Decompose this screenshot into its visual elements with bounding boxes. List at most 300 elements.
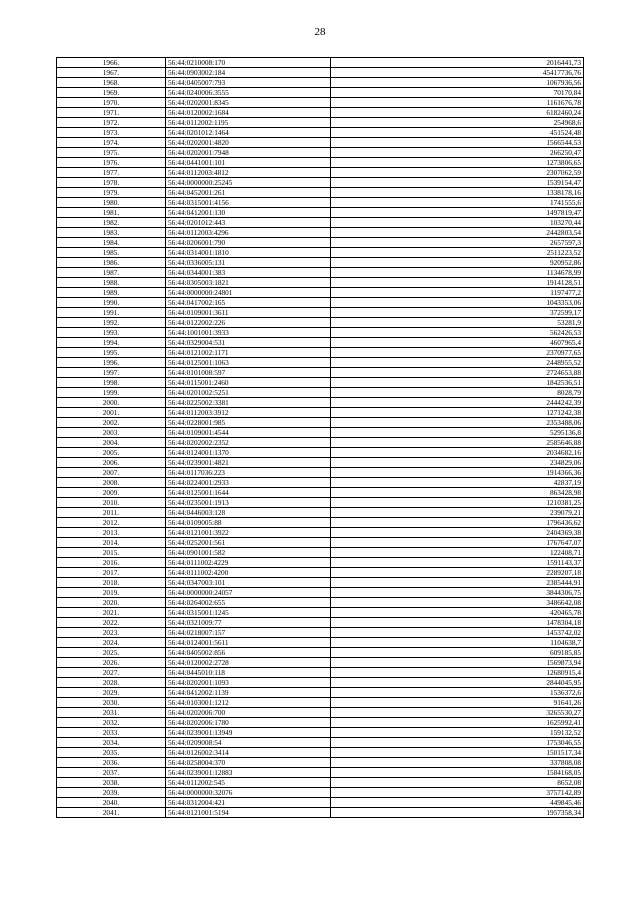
cadastral-number-cell: 56:44:0103001:1212 bbox=[166, 698, 331, 708]
value-cell: 2404369,38 bbox=[331, 528, 584, 538]
cadastral-number-cell: 56:44:0412001:130 bbox=[166, 208, 331, 218]
table-row bbox=[57, 548, 584, 558]
value-cell: 4607965,4 bbox=[331, 338, 584, 348]
cadastral-number-cell: 56:44:0126002:3414 bbox=[166, 748, 331, 758]
cadastral-number-cell: 56:44:0124001:5611 bbox=[166, 638, 331, 648]
table-row bbox=[57, 578, 584, 588]
value-cell: 372599,17 bbox=[331, 308, 584, 318]
table-row bbox=[57, 728, 584, 738]
cadastral-number-cell: 56:44:0112003:4812 bbox=[166, 168, 331, 178]
cadastral-number-cell: 56:44:0120002:2728 bbox=[166, 658, 331, 668]
cadastral-number-cell: 56:44:0111002:4200 bbox=[166, 568, 331, 578]
row-number-cell: 1987. bbox=[57, 268, 166, 278]
cadastral-number-cell: 56:44:0202001:8345 bbox=[166, 98, 331, 108]
value-cell: 2307062,59 bbox=[331, 168, 584, 178]
table-row bbox=[57, 318, 584, 328]
table-row bbox=[57, 438, 584, 448]
value-cell: 122408,71 bbox=[331, 548, 584, 558]
row-number-cell: 1983. bbox=[57, 228, 166, 238]
cadastral-number-cell: 56:44:0235001:1913 bbox=[166, 498, 331, 508]
value-cell: 863428,98 bbox=[331, 488, 584, 498]
value-cell: 5295136,8 bbox=[331, 428, 584, 438]
table-row bbox=[57, 498, 584, 508]
table-row bbox=[57, 118, 584, 128]
cadastral-number-cell: 56:44:0252001:561 bbox=[166, 538, 331, 548]
cadastral-number-cell: 56:44:0121002:1171 bbox=[166, 348, 331, 358]
table-row bbox=[57, 738, 584, 748]
row-number-cell: 1980. bbox=[57, 198, 166, 208]
table-row bbox=[57, 718, 584, 728]
row-number-cell: 1995. bbox=[57, 348, 166, 358]
value-cell: 1767647,07 bbox=[331, 538, 584, 548]
row-number-cell: 1978. bbox=[57, 178, 166, 188]
row-number-cell: 2011. bbox=[57, 508, 166, 518]
table-row bbox=[57, 388, 584, 398]
cadastral-number-cell: 56:44:0344001:383 bbox=[166, 268, 331, 278]
row-number-cell: 1970. bbox=[57, 98, 166, 108]
table-row bbox=[57, 168, 584, 178]
value-cell: 45417736,76 bbox=[331, 68, 584, 78]
table-row bbox=[57, 178, 584, 188]
cadastral-number-cell: 56:44:0218007:157 bbox=[166, 628, 331, 638]
cadastral-number-cell: 56:44:0441001:101 bbox=[166, 158, 331, 168]
table-row bbox=[57, 88, 584, 98]
table-row bbox=[57, 678, 584, 688]
value-cell: 1796436,62 bbox=[331, 518, 584, 528]
cadastral-number-cell: 56:44:0224001:2933 bbox=[166, 478, 331, 488]
row-number-cell: 2025. bbox=[57, 648, 166, 658]
cadastral-number-cell: 56:44:0000000:24801 bbox=[166, 288, 331, 298]
table-body bbox=[57, 58, 584, 818]
value-cell: 3486642,08 bbox=[331, 598, 584, 608]
cadastral-number-cell: 56:44:0201012:1464 bbox=[166, 128, 331, 138]
table-row bbox=[57, 78, 584, 88]
row-number-cell: 2028. bbox=[57, 678, 166, 688]
cadastral-number-cell: 56:44:0111002:4229 bbox=[166, 558, 331, 568]
table-row bbox=[57, 298, 584, 308]
table-row bbox=[57, 418, 584, 428]
cadastral-number-cell: 56:44:0202001:1093 bbox=[166, 678, 331, 688]
cadastral-number-cell: 56:44:0239001:13949 bbox=[166, 728, 331, 738]
table-row bbox=[57, 518, 584, 528]
row-number-cell: 2037. bbox=[57, 768, 166, 778]
row-number-cell: 2021. bbox=[57, 608, 166, 618]
row-number-cell: 1976. bbox=[57, 158, 166, 168]
value-cell: 3757142,89 bbox=[331, 788, 584, 798]
value-cell: 2289207,18 bbox=[331, 568, 584, 578]
row-number-cell: 2019. bbox=[57, 588, 166, 598]
cadastral-number-cell: 56:44:0124001:1370 bbox=[166, 448, 331, 458]
row-number-cell: 1988. bbox=[57, 278, 166, 288]
table-row bbox=[57, 348, 584, 358]
value-cell: 451524,48 bbox=[331, 128, 584, 138]
table-row bbox=[57, 468, 584, 478]
table-row bbox=[57, 198, 584, 208]
table-row bbox=[57, 788, 584, 798]
row-number-cell: 2009. bbox=[57, 488, 166, 498]
row-number-cell: 2032. bbox=[57, 718, 166, 728]
row-number-cell: 2006. bbox=[57, 458, 166, 468]
table-row bbox=[57, 798, 584, 808]
cadastral-number-cell: 56:44:0412002:1139 bbox=[166, 688, 331, 698]
value-cell: 1914366,36 bbox=[331, 468, 584, 478]
cadastral-number-cell: 56:44:0240006:3555 bbox=[166, 88, 331, 98]
cadastral-number-cell: 56:44:0210008:170 bbox=[166, 58, 331, 68]
value-cell: 1273806,65 bbox=[331, 158, 584, 168]
page-number: 28 bbox=[314, 26, 326, 38]
value-cell: 2585646,88 bbox=[331, 438, 584, 448]
cadastral-number-cell: 56:44:0239001:12883 bbox=[166, 768, 331, 778]
value-cell: 2511223,52 bbox=[331, 248, 584, 258]
cadastral-number-cell: 56:44:0115001:2460 bbox=[166, 378, 331, 388]
cadastral-number-cell: 56:44:0347003:101 bbox=[166, 578, 331, 588]
value-cell: 42837,19 bbox=[331, 478, 584, 488]
cadastral-number-cell: 56:44:0109005:88 bbox=[166, 518, 331, 528]
value-cell: 1501517,34 bbox=[331, 748, 584, 758]
value-cell: 266250,47 bbox=[331, 148, 584, 158]
table-row bbox=[57, 698, 584, 708]
cadastral-number-cell: 56:44:0417002:165 bbox=[166, 298, 331, 308]
table-row bbox=[57, 658, 584, 668]
cadastral-number-cell: 56:44:0202001:4820 bbox=[166, 138, 331, 148]
value-cell: 1271242,38 bbox=[331, 408, 584, 418]
table-row bbox=[57, 368, 584, 378]
cadastral-number-cell: 56:44:0122002:226 bbox=[166, 318, 331, 328]
value-cell: 53281,9 bbox=[331, 318, 584, 328]
row-number-cell: 2020. bbox=[57, 598, 166, 608]
value-cell: 2034682,16 bbox=[331, 448, 584, 458]
value-cell: 1584168,05 bbox=[331, 768, 584, 778]
row-number-cell: 1971. bbox=[57, 108, 166, 118]
row-number-cell: 2034. bbox=[57, 738, 166, 748]
value-cell: 2353488,06 bbox=[331, 418, 584, 428]
cadastral-number-cell: 56:44:0901001:582 bbox=[166, 548, 331, 558]
cadastral-number-cell: 56:44:0101008:597 bbox=[166, 368, 331, 378]
table-row bbox=[57, 608, 584, 618]
table-row bbox=[57, 378, 584, 388]
cadastral-number-cell: 56:44:0202001:7948 bbox=[166, 148, 331, 158]
table-row bbox=[57, 748, 584, 758]
value-cell: 1842536,51 bbox=[331, 378, 584, 388]
table-row bbox=[57, 778, 584, 788]
row-number-cell: 2039. bbox=[57, 788, 166, 798]
table-row bbox=[57, 648, 584, 658]
row-number-cell: 1975. bbox=[57, 148, 166, 158]
table-row bbox=[57, 508, 584, 518]
cadastral-number-cell: 56:44:0321009:77 bbox=[166, 618, 331, 628]
cadastral-number-cell: 56:44:0000000:25245 bbox=[166, 178, 331, 188]
row-number-cell: 1996. bbox=[57, 358, 166, 368]
value-cell: 920952,86 bbox=[331, 258, 584, 268]
row-number-cell: 2023. bbox=[57, 628, 166, 638]
value-cell: 1536372,6 bbox=[331, 688, 584, 698]
cadastral-number-cell: 56:44:0120002:1684 bbox=[166, 108, 331, 118]
value-cell: 2385444,91 bbox=[331, 578, 584, 588]
row-number-cell: 1981. bbox=[57, 208, 166, 218]
value-cell: 1453742,02 bbox=[331, 628, 584, 638]
row-number-cell: 2002. bbox=[57, 418, 166, 428]
value-cell: 3844306,75 bbox=[331, 588, 584, 598]
cadastral-number-cell: 56:44:0305003:1821 bbox=[166, 278, 331, 288]
table-row bbox=[57, 488, 584, 498]
value-cell: 12680915,4 bbox=[331, 668, 584, 678]
cadastral-number-cell: 56:44:0125001:1644 bbox=[166, 488, 331, 498]
table-row bbox=[57, 668, 584, 678]
row-number-cell: 2012. bbox=[57, 518, 166, 528]
value-cell: 70170,84 bbox=[331, 88, 584, 98]
row-number-cell: 1979. bbox=[57, 188, 166, 198]
row-number-cell: 2010. bbox=[57, 498, 166, 508]
value-cell: 2657597,3 bbox=[331, 238, 584, 248]
row-number-cell: 1977. bbox=[57, 168, 166, 178]
cadastral-number-cell: 56:44:0201012:443 bbox=[166, 218, 331, 228]
row-number-cell: 1967. bbox=[57, 68, 166, 78]
cadastral-number-cell: 56:44:0239001:4821 bbox=[166, 458, 331, 468]
value-cell: 8652,08 bbox=[331, 778, 584, 788]
cadastral-number-cell: 56:44:0112003:3912 bbox=[166, 408, 331, 418]
value-cell: 1569873,94 bbox=[331, 658, 584, 668]
value-cell: 1210381,25 bbox=[331, 498, 584, 508]
cadastral-number-cell: 56:44:0903002:184 bbox=[166, 68, 331, 78]
cadastral-number-cell: 56:44:0228001:985 bbox=[166, 418, 331, 428]
row-number-cell: 2038. bbox=[57, 778, 166, 788]
table-row bbox=[57, 638, 584, 648]
table-row bbox=[57, 618, 584, 628]
row-number-cell: 2031. bbox=[57, 708, 166, 718]
table-row bbox=[57, 158, 584, 168]
value-cell: 91641,26 bbox=[331, 698, 584, 708]
table-row bbox=[57, 768, 584, 778]
row-number-cell: 2000. bbox=[57, 398, 166, 408]
cadastral-number-cell: 56:44:0202006:700 bbox=[166, 708, 331, 718]
row-number-cell: 2007. bbox=[57, 468, 166, 478]
table-row bbox=[57, 138, 584, 148]
value-cell: 2442803,54 bbox=[331, 228, 584, 238]
row-number-cell: 1993. bbox=[57, 328, 166, 338]
value-cell: 1478304,18 bbox=[331, 618, 584, 628]
cadastral-number-cell: 56:44:0329004:531 bbox=[166, 338, 331, 348]
cadastral-number-cell: 56:44:0112003:4296 bbox=[166, 228, 331, 238]
table-row bbox=[57, 588, 584, 598]
cadastral-number-cell: 56:44:0117036:223 bbox=[166, 468, 331, 478]
value-cell: 2724653,88 bbox=[331, 368, 584, 378]
cadastral-number-cell: 56:44:1001001:3933 bbox=[166, 328, 331, 338]
row-number-cell: 1973. bbox=[57, 128, 166, 138]
table-row bbox=[57, 538, 584, 548]
row-number-cell: 2041. bbox=[57, 808, 166, 818]
cadastral-number-cell: 56:44:0405002:856 bbox=[166, 648, 331, 658]
value-cell: 1497819,47 bbox=[331, 208, 584, 218]
value-cell: 234829,06 bbox=[331, 458, 584, 468]
value-cell: 1914128,51 bbox=[331, 278, 584, 288]
table-row bbox=[57, 258, 584, 268]
table-row bbox=[57, 128, 584, 138]
value-cell: 1753046,55 bbox=[331, 738, 584, 748]
row-number-cell: 2008. bbox=[57, 478, 166, 488]
row-number-cell: 1992. bbox=[57, 318, 166, 328]
table-row bbox=[57, 288, 584, 298]
table-row bbox=[57, 208, 584, 218]
row-number-cell: 1985. bbox=[57, 248, 166, 258]
table-row bbox=[57, 268, 584, 278]
row-number-cell: 1999. bbox=[57, 388, 166, 398]
table-row bbox=[57, 528, 584, 538]
cadastral-number-cell: 56:44:0206001:790 bbox=[166, 238, 331, 248]
table-row bbox=[57, 248, 584, 258]
cadastral-number-cell: 56:44:0336005:131 bbox=[166, 258, 331, 268]
row-number-cell: 2029. bbox=[57, 688, 166, 698]
cadastral-number-cell: 56:44:0202002:2352 bbox=[166, 438, 331, 448]
value-cell: 1134678,99 bbox=[331, 268, 584, 278]
row-number-cell: 1984. bbox=[57, 238, 166, 248]
cadastral-number-cell: 56:44:0000000:32076 bbox=[166, 788, 331, 798]
value-cell: 1625992,41 bbox=[331, 718, 584, 728]
table-row bbox=[57, 68, 584, 78]
row-number-cell: 2001. bbox=[57, 408, 166, 418]
value-cell: 103270,44 bbox=[331, 218, 584, 228]
row-number-cell: 2003. bbox=[57, 428, 166, 438]
cadastral-number-cell: 56:44:0264002:655 bbox=[166, 598, 331, 608]
table-row bbox=[57, 148, 584, 158]
value-cell: 1104638,7 bbox=[331, 638, 584, 648]
table-row bbox=[57, 58, 584, 68]
cadastral-number-cell: 56:44:0315001:4156 bbox=[166, 198, 331, 208]
row-number-cell: 2015. bbox=[57, 548, 166, 558]
value-cell: 2444242,39 bbox=[331, 398, 584, 408]
cadastral-number-cell: 56:44:0000000:24057 bbox=[166, 588, 331, 598]
row-number-cell: 1969. bbox=[57, 88, 166, 98]
row-number-cell: 2027. bbox=[57, 668, 166, 678]
value-cell: 1043353,06 bbox=[331, 298, 584, 308]
value-cell: 1591143,37 bbox=[331, 558, 584, 568]
cadastral-number-cell: 56:44:0312004:421 bbox=[166, 798, 331, 808]
cadastral-number-cell: 56:44:0201002:5251 bbox=[166, 388, 331, 398]
row-number-cell: 1997. bbox=[57, 368, 166, 378]
cadastral-number-cell: 56:44:0225002:3381 bbox=[166, 398, 331, 408]
row-number-cell: 1974. bbox=[57, 138, 166, 148]
value-cell: 562426,53 bbox=[331, 328, 584, 338]
cadastral-number-cell: 56:44:0112002:1195 bbox=[166, 118, 331, 128]
row-number-cell: 1982. bbox=[57, 218, 166, 228]
cadastral-number-cell: 56:44:0452001:261 bbox=[166, 188, 331, 198]
cadastral-number-cell: 56:44:0202006:1780 bbox=[166, 718, 331, 728]
value-cell: 1338178,16 bbox=[331, 188, 584, 198]
row-number-cell: 2022. bbox=[57, 618, 166, 628]
value-cell: 2016441,73 bbox=[331, 58, 584, 68]
cadastral-number-cell: 56:44:0125001:1063 bbox=[166, 358, 331, 368]
table-row bbox=[57, 398, 584, 408]
value-cell: 1957358,34 bbox=[331, 808, 584, 818]
row-number-cell: 2026. bbox=[57, 658, 166, 668]
row-number-cell: 1990. bbox=[57, 298, 166, 308]
cadastral-number-cell: 56:44:0314001:1810 bbox=[166, 248, 331, 258]
table-row bbox=[57, 628, 584, 638]
row-number-cell: 2035. bbox=[57, 748, 166, 758]
table-row bbox=[57, 358, 584, 368]
row-number-cell: 2033. bbox=[57, 728, 166, 738]
value-cell: 254968,6 bbox=[331, 118, 584, 128]
cadastral-number-cell: 56:44:0109001:4544 bbox=[166, 428, 331, 438]
row-number-cell: 2036. bbox=[57, 758, 166, 768]
value-cell: 609185,85 bbox=[331, 648, 584, 658]
value-cell: 1161676,78 bbox=[331, 98, 584, 108]
value-cell: 1566544,53 bbox=[331, 138, 584, 148]
row-number-cell: 1986. bbox=[57, 258, 166, 268]
cadastral-number-cell: 56:44:0121001:5194 bbox=[166, 808, 331, 818]
cadastral-number-cell: 56:44:0315001:1245 bbox=[166, 608, 331, 618]
value-cell: 239079,21 bbox=[331, 508, 584, 518]
row-number-cell: 1994. bbox=[57, 338, 166, 348]
table-row bbox=[57, 108, 584, 118]
table-row bbox=[57, 458, 584, 468]
row-number-cell: 1968. bbox=[57, 78, 166, 88]
row-number-cell: 1991. bbox=[57, 308, 166, 318]
row-number-cell: 1972. bbox=[57, 118, 166, 128]
table-row bbox=[57, 448, 584, 458]
cadastral-number-cell: 56:44:0121001:3922 bbox=[166, 528, 331, 538]
table-row bbox=[57, 338, 584, 348]
row-number-cell: 2018. bbox=[57, 578, 166, 588]
value-cell: 1741555,6 bbox=[331, 198, 584, 208]
value-cell: 1067936,56 bbox=[331, 78, 584, 88]
row-number-cell: 2030. bbox=[57, 698, 166, 708]
row-number-cell: 2040. bbox=[57, 798, 166, 808]
table-row bbox=[57, 188, 584, 198]
row-number-cell: 2017. bbox=[57, 568, 166, 578]
table-row bbox=[57, 708, 584, 718]
value-cell: 3265530,27 bbox=[331, 708, 584, 718]
cadastral-number-cell: 56:44:0405007:793 bbox=[166, 78, 331, 88]
row-number-cell: 2016. bbox=[57, 558, 166, 568]
value-cell: 2844045,95 bbox=[331, 678, 584, 688]
cadastral-number-cell: 56:44:0109001:3611 bbox=[166, 308, 331, 318]
value-cell: 8028,79 bbox=[331, 388, 584, 398]
value-cell: 337808,08 bbox=[331, 758, 584, 768]
cadastral-number-cell: 56:44:0209008:54 bbox=[166, 738, 331, 748]
table-row bbox=[57, 428, 584, 438]
row-number-cell: 1998. bbox=[57, 378, 166, 388]
table-row bbox=[57, 568, 584, 578]
data-table bbox=[56, 57, 584, 818]
cadastral-number-cell: 56:44:0112002:545 bbox=[166, 778, 331, 788]
table-row bbox=[57, 408, 584, 418]
value-cell: 420465,78 bbox=[331, 608, 584, 618]
row-number-cell: 2004. bbox=[57, 438, 166, 448]
value-cell: 159132,52 bbox=[331, 728, 584, 738]
row-number-cell: 2014. bbox=[57, 538, 166, 548]
table-row bbox=[57, 308, 584, 318]
table-row bbox=[57, 218, 584, 228]
row-number-cell: 1989. bbox=[57, 288, 166, 298]
table-row bbox=[57, 328, 584, 338]
table-row bbox=[57, 758, 584, 768]
value-cell: 6182460,24 bbox=[331, 108, 584, 118]
table-row bbox=[57, 808, 584, 818]
value-cell: 2448955,52 bbox=[331, 358, 584, 368]
value-cell: 449845,46 bbox=[331, 798, 584, 808]
table-row bbox=[57, 688, 584, 698]
row-number-cell: 1966. bbox=[57, 58, 166, 68]
value-cell: 1539154,47 bbox=[331, 178, 584, 188]
table-row bbox=[57, 98, 584, 108]
table-row bbox=[57, 228, 584, 238]
value-cell: 1197477,2 bbox=[331, 288, 584, 298]
row-number-cell: 2013. bbox=[57, 528, 166, 538]
row-number-cell: 2024. bbox=[57, 638, 166, 648]
row-number-cell: 2005. bbox=[57, 448, 166, 458]
value-cell: 2370977,65 bbox=[331, 348, 584, 358]
cadastral-number-cell: 56:44:0446003:128 bbox=[166, 508, 331, 518]
